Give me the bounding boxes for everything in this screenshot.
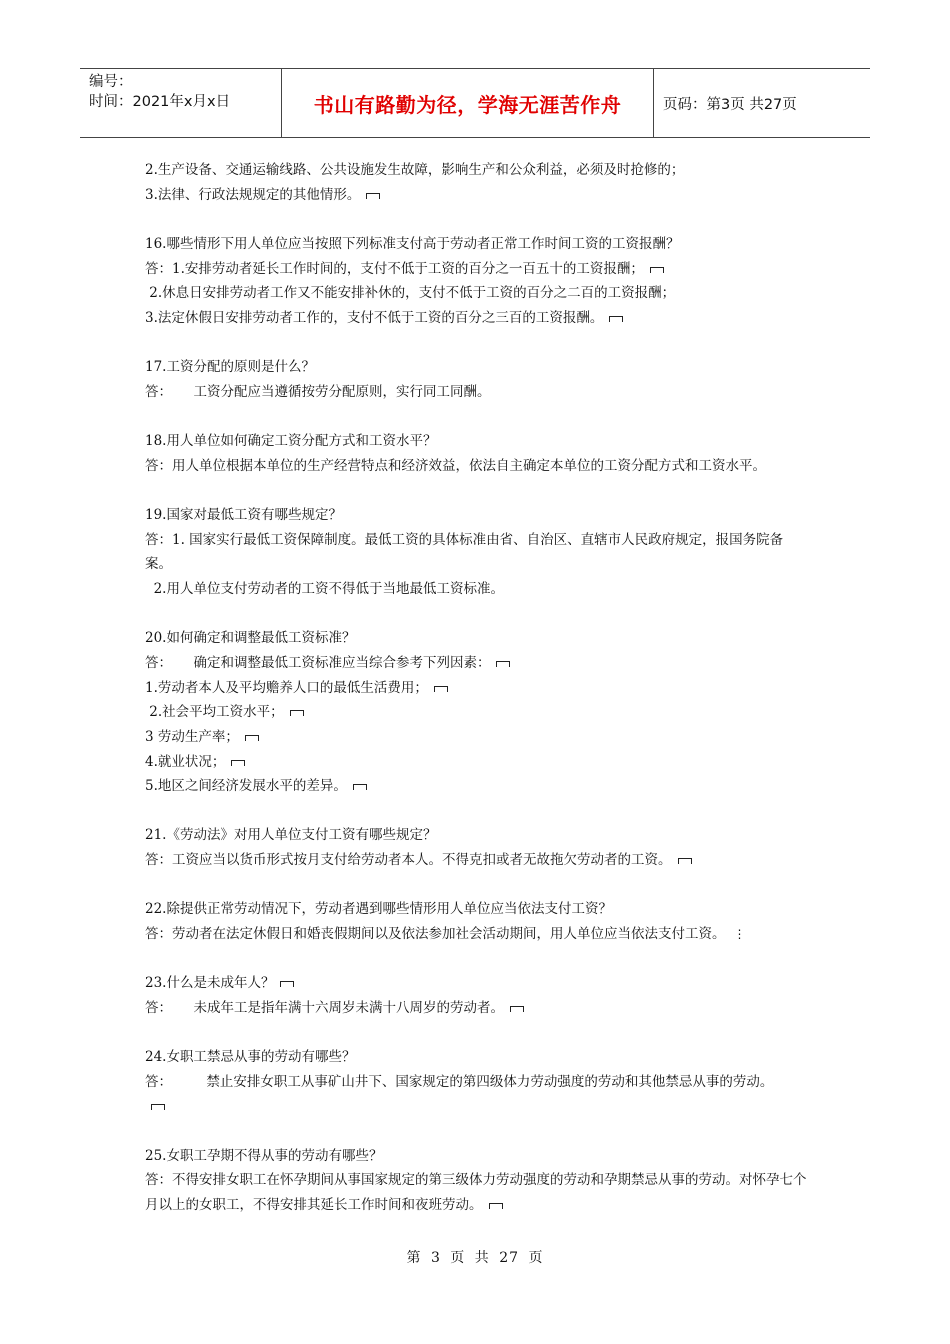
header-page-info-cell bbox=[654, 69, 870, 137]
line-text: 16.哪些情形下用人单位应当按照下列标准支付高于劳动者正常工作时间工资的工资报酬？ bbox=[145, 235, 680, 252]
text-line bbox=[145, 971, 810, 996]
text-line bbox=[145, 922, 810, 947]
paragraph-mark-icon bbox=[290, 710, 304, 716]
line-text: 22.除提供正常劳动情况下，劳动者遇到哪些情形用人单位应当依法支付工资？ bbox=[145, 901, 612, 918]
paragraph-mark-icon bbox=[245, 735, 259, 741]
text-line bbox=[145, 725, 810, 750]
line-text: 答：劳动者在法定休假日和婚丧假期间以及依法参加社会活动期间，用人单位应当依法支付工资。 bbox=[145, 926, 726, 943]
line-text: 19.国家对最低工资有哪些规定？ bbox=[145, 506, 342, 523]
line-text: 2.用人单位支付劳动者的工资不得低于当地最低工资标准。 bbox=[145, 580, 504, 597]
line-text: 5.地区之间经济发展水平的差异。 bbox=[145, 778, 347, 795]
line-text: 4.就业状况； bbox=[145, 753, 226, 770]
paragraph-mark-icon bbox=[678, 858, 692, 864]
line-text: 答：用人单位根据本单位的生产经营特点和经济效益，依法自主确定本单位的工资分配方式和工资水平。 bbox=[145, 457, 766, 474]
text-line bbox=[145, 1070, 810, 1095]
paragraph-mark-icon bbox=[280, 981, 294, 987]
header-page-info: 页码：第3页 共27页 bbox=[663, 96, 797, 113]
text-line bbox=[145, 1045, 810, 1070]
text-line bbox=[145, 355, 810, 380]
paragraph-mark-icon bbox=[353, 784, 367, 790]
text-line bbox=[145, 848, 810, 873]
text-line bbox=[145, 232, 810, 257]
text-line bbox=[145, 281, 810, 306]
line-text: 23.什么是未成年人？ bbox=[145, 975, 275, 992]
paragraph-mark-icon bbox=[434, 686, 448, 692]
line-text: 答：工资应当以货币形式按月支付给劳动者本人。不得克扣或者无故拖欠劳动者的工资。 bbox=[145, 852, 672, 869]
text-line bbox=[145, 454, 810, 479]
paragraph-gap bbox=[145, 1119, 810, 1144]
paragraph-gap bbox=[145, 207, 810, 232]
line-text: 2.社会平均工资水平； bbox=[145, 704, 284, 721]
line-text: 1.劳动者本人及平均赡养人口的最低生活费用； bbox=[145, 679, 428, 696]
text-line bbox=[145, 996, 810, 1021]
paragraph-gap bbox=[145, 799, 810, 824]
line-text: 答：1.安排劳动者延长工作时间的，支付不低于工资的百分之一百五十的工资报酬； bbox=[145, 260, 644, 277]
text-line bbox=[145, 1168, 810, 1217]
line-text: 答：1. 国家实行最低工资保障制度。最低工资的具体标准由省、自治区、直辖市人民政府规定，报国务院备案。 bbox=[145, 531, 784, 573]
line-text: 答： 确定和调整最低工资标准应当综合参考下列因素： bbox=[145, 654, 491, 671]
line-text: 17.工资分配的原则是什么？ bbox=[145, 359, 315, 376]
page-header bbox=[80, 68, 870, 138]
line-text: 2.生产设备、交通运输线路、公共设施发生故障，影响生产和公众利益，必须及时抢修的； bbox=[145, 162, 685, 178]
line-text: 答： 未成年工是指年满十六周岁未满十八周岁的劳动者。 bbox=[145, 999, 504, 1016]
paragraph-gap bbox=[145, 947, 810, 972]
document-date: 时间：2021年x月x日 bbox=[89, 94, 231, 110]
text-line bbox=[145, 158, 810, 183]
paragraph-gap bbox=[145, 1021, 810, 1046]
text-line bbox=[145, 823, 810, 848]
text-line bbox=[145, 306, 810, 331]
text-line bbox=[145, 257, 810, 282]
text-line bbox=[145, 1144, 810, 1169]
header-motto-cell bbox=[282, 69, 654, 137]
text-line bbox=[145, 774, 810, 799]
line-text: 24.女职工禁忌从事的劳动有哪些？ bbox=[145, 1049, 356, 1066]
paragraph-mark-icon bbox=[489, 1203, 503, 1209]
paragraph-gap bbox=[145, 405, 810, 430]
text-line bbox=[145, 626, 810, 651]
page-footer: 第 3 页 共 27 页 bbox=[406, 1250, 544, 1266]
line-text: 21.《劳动法》对用人单位支付工资有哪些规定？ bbox=[145, 827, 437, 844]
text-line bbox=[145, 676, 810, 701]
paragraph-mark-icon bbox=[650, 267, 664, 273]
text-line bbox=[145, 750, 810, 775]
header-motto: 书山有路勤为径，学海无涯苦作舟 bbox=[313, 92, 622, 117]
text-line bbox=[145, 528, 810, 577]
line-text: 20.如何确定和调整最低工资标准？ bbox=[145, 630, 356, 647]
paragraph-gap bbox=[145, 478, 810, 503]
text-line bbox=[145, 503, 810, 528]
document-body bbox=[145, 158, 810, 1218]
text-line bbox=[145, 429, 810, 454]
paragraph-mark-icon bbox=[151, 1104, 165, 1110]
document-number-label: 编号： bbox=[89, 74, 133, 90]
line-text: 25.女职工孕期不得从事的劳动有哪些？ bbox=[145, 1147, 383, 1164]
line-text: 18.用人单位如何确定工资分配方式和工资水平？ bbox=[145, 433, 437, 449]
paragraph-mark-icon bbox=[609, 316, 623, 322]
paragraph-mark-icon bbox=[496, 661, 510, 667]
paragraph-mark-icon bbox=[510, 1006, 524, 1012]
text-line bbox=[145, 577, 810, 602]
header-meta bbox=[80, 69, 282, 137]
paragraph-gap bbox=[145, 602, 810, 627]
line-text: 答：不得安排女职工在怀孕期间从事国家规定的第三级体力劳动强度的劳动和孕期禁忌从事的劳动。对怀孕七个月以上的女职工，不得安排其延长工作时间和夜班劳动。 bbox=[145, 1172, 807, 1214]
text-line bbox=[145, 380, 810, 405]
text-line bbox=[145, 183, 810, 208]
line-text: 2.休息日安排劳动者工作又不能安排补休的，支付不低于工资的百分之二百的工资报酬； bbox=[145, 285, 676, 302]
line-text: 3 劳动生产率； bbox=[145, 728, 239, 745]
line-text: 答： 禁止安排女职工从事矿山井下、国家规定的第四级体力劳动强度的劳动和其他禁忌从事的劳动。 bbox=[145, 1073, 774, 1090]
trailing-mark: ⋮ bbox=[733, 927, 746, 942]
text-line bbox=[145, 651, 810, 676]
text-line bbox=[145, 1094, 810, 1119]
line-text: 答： 工资分配应当遵循按劳分配原则，实行同工同酬。 bbox=[145, 383, 491, 400]
paragraph-mark-icon bbox=[366, 193, 380, 199]
text-line bbox=[145, 700, 810, 725]
text-line bbox=[145, 897, 810, 922]
line-text: 3.法定休假日安排劳动者工作的，支付不低于工资的百分之三百的工资报酬。 bbox=[145, 309, 604, 326]
line-text: 3.法律、行政法规规定的其他情形。 bbox=[145, 186, 361, 203]
paragraph-gap bbox=[145, 331, 810, 356]
paragraph-gap bbox=[145, 873, 810, 898]
paragraph-mark-icon bbox=[231, 760, 245, 766]
